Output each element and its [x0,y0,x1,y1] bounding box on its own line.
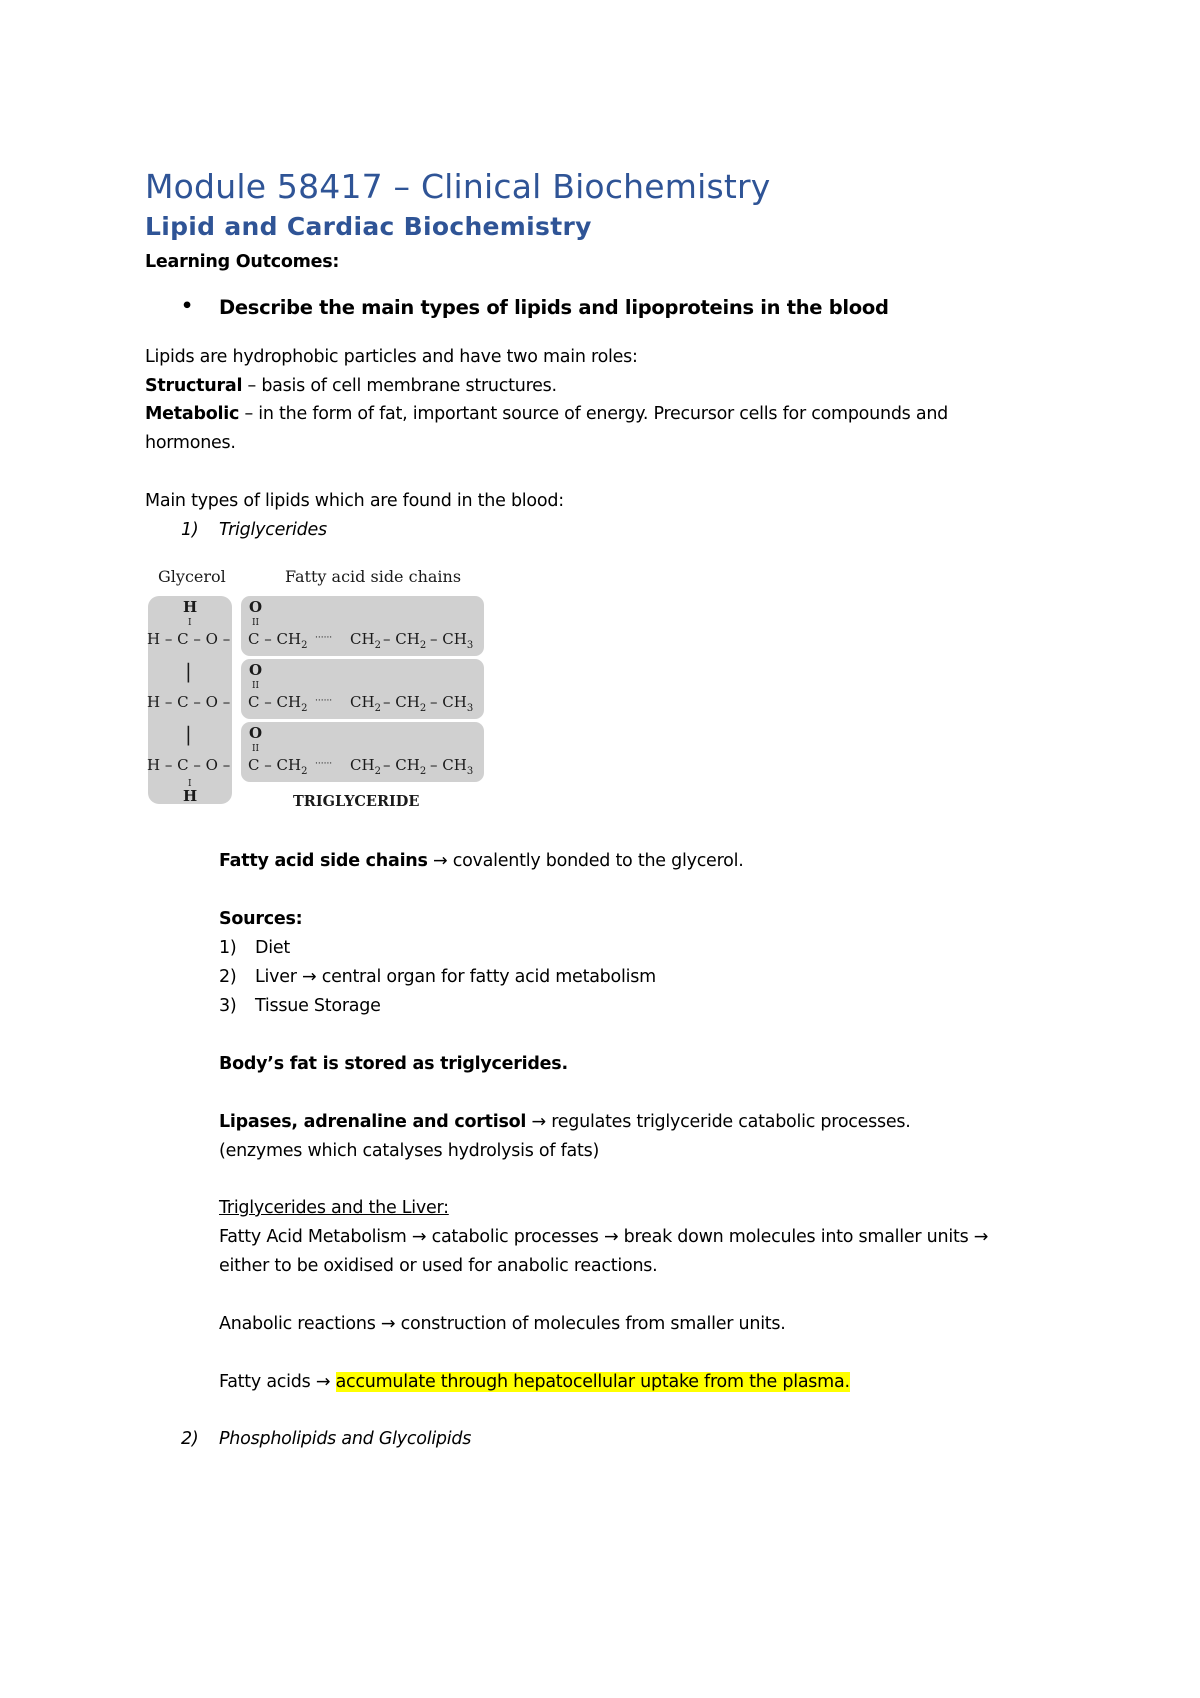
chain-dots-3: ······ [315,759,333,769]
lipases-note: (enzymes which catalyses hydrolysis of fats) [219,1141,600,1161]
double-bond-1: II [252,618,260,628]
list-number: 1) [181,520,199,540]
fatty-chains-text: → covalently bonded to the glycerol. [427,851,744,871]
triglyceride-structure-diagram [145,560,505,815]
learning-outcomes-label: Learning Outcomes: [145,252,340,272]
chain-mid2-1: – $CH_2$ [383,630,427,651]
bond-top: I [188,618,192,628]
chain-end-2: – $CH_3$ [430,693,474,714]
bond-bottom: I [188,779,192,789]
metabolic-label: Metabolic [145,404,240,424]
triglyceride-caption: TRIGLYCERIDE [293,793,420,810]
chain-dots-1: ······ [315,633,333,643]
chain-dots-2: ······ [315,696,333,706]
fatty-acids-prefix: Fatty acids → [219,1372,336,1392]
metabolic-text: – in the form of fat, important source of energy. Precursor cells for compounds and [239,404,949,424]
body-fat-statement: Body’s fat is stored as triglycerides. [219,1054,568,1074]
glycerol-label: Glycerol [158,567,226,586]
chain-mid2-3: – $CH_2$ [383,756,427,777]
source-number-1: 1) [219,938,237,958]
chain-mid-1: $CH_2$ [350,630,381,651]
liver-line-2: either to be oxidised or used for anabolic reactions. [219,1256,658,1276]
liver-heading: Triglycerides and the Liver: [219,1198,449,1218]
glycerol-hco-2: H – C – O – [147,693,231,711]
chain-start-1: C – $CH_2$ [248,630,308,651]
learning-outcome-text: Describe the main types of lipids and lipoproteins in the blood [219,296,889,319]
highlighted-text: accumulate through hepatocellular uptake from the plasma. [335,1372,850,1392]
oxygen-2: O [249,661,263,679]
hydrogen-bottom: H [183,787,198,805]
chain-end-1: – $CH_3$ [430,630,474,651]
fatty-acids-line [219,1371,850,1393]
document-title: Module 58417 – Clinical Biochemistry [145,167,771,206]
structural-label: Structural [145,376,243,396]
metabolic-continued: hormones. [145,433,236,453]
document-subtitle: Lipid and Cardiac Biochemistry [145,212,592,241]
structural-text: – basis of cell membrane structures. [242,376,557,396]
lipases-line [219,1111,911,1133]
hydrogen-top: H [183,598,198,616]
double-bond-3: II [252,744,260,754]
source-item-2: Liver → central organ for fatty acid metabolism [255,967,656,987]
structural-line [145,375,557,397]
lipid-type-phospholipids: Phospholipids and Glycolipids [219,1429,472,1449]
source-item-3: Tissue Storage [255,996,381,1016]
chain-start-2: C – $CH_2$ [248,693,308,714]
bullet-icon: • [181,295,194,317]
glycerol-hco-1: H – C – O – [147,630,231,648]
fatty-chains-line [219,850,744,872]
intro-line: Lipids are hydrophobic particles and have two main roles: [145,347,638,367]
oxygen-1: O [249,598,263,616]
metabolic-line [145,403,948,425]
sources-label: Sources: [219,909,303,929]
anabolic-line: Anabolic reactions → construction of molecules from smaller units. [219,1314,786,1334]
list-number: 2) [181,1429,199,1449]
glycerol-hco-3: H – C – O – [147,756,231,774]
fatty-chains-label: Fatty acid side chains [219,851,428,871]
chain-mid-3: $CH_2$ [350,756,381,777]
vertical-bond-1: | [185,659,192,683]
chain-end-3: – $CH_3$ [430,756,474,777]
vertical-bond-2: | [185,722,192,746]
lipases-text: → regulates triglyceride catabolic processes. [526,1112,911,1132]
lipid-types-intro: Main types of lipids which are found in the blood: [145,491,564,511]
liver-line-1: Fatty Acid Metabolism → catabolic processes → break down molecules into smaller units → [219,1227,989,1247]
oxygen-3: O [249,724,263,742]
source-item-1: Diet [255,938,290,958]
fatty-acid-label: Fatty acid side chains [285,567,462,586]
chain-mid-2: $CH_2$ [350,693,381,714]
source-number-2: 2) [219,967,237,987]
lipases-label: Lipases, adrenaline and cortisol [219,1112,527,1132]
lipid-type-triglycerides: Triglycerides [219,520,327,540]
chain-start-3: C – $CH_2$ [248,756,308,777]
chain-mid2-2: – $CH_2$ [383,693,427,714]
double-bond-2: II [252,681,260,691]
source-number-3: 3) [219,996,237,1016]
